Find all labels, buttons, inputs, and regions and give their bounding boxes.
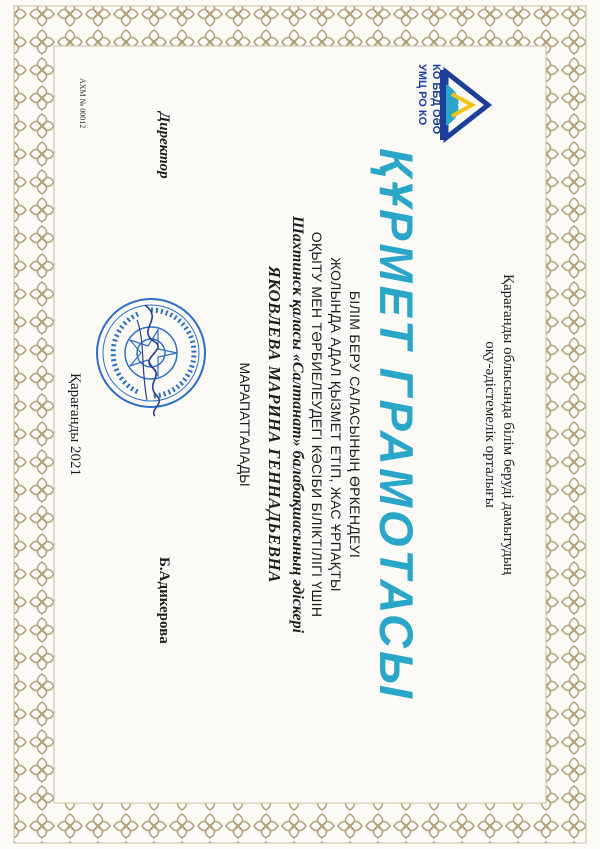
director-label: Директор (156, 112, 172, 179)
director-name: Б.Адикерова (156, 557, 172, 644)
body-line-3: ОҚЫТУ МЕН ТӘРБИЕЛЕУДЕГІ КӘСІБИ БІЛІКТІЛІГІ ҮШІН (309, 231, 325, 618)
certificate-title: ҚҰРМЕТ ГРАМОТАСЫ (370, 148, 423, 701)
workplace-line: Шахтинск қаласы «Салтанат» балабақшасының әдіскері (289, 215, 306, 634)
recipient-name: ЯКОВЛЕВА МАРИНА ГЕННАДЬЕВНА (265, 266, 284, 583)
logo-text-ru: УМЦ РО КО (416, 64, 428, 126)
awarded-word: МАРАПАТТАЛАДЫ (237, 362, 253, 487)
organization-line-2: оқу-әдістемелік орталығы (482, 341, 498, 508)
signature-icon (125, 300, 175, 420)
document-number: АХМ № 00012 (78, 78, 87, 129)
body-line-2: ЖОЛЫНДА АДАЛ ҚЫЗМЕТ ЕТІП, ЖАС ҰРПАҚТЫ (328, 257, 344, 592)
city-year: Қарағанды 2021 (67, 372, 83, 477)
logo-text-kk: КО ББД ОӘО (430, 64, 442, 135)
body-line-1: БІЛІМ БЕРУ САЛАСЫНЫҢ ӨРКЕНДЕУІ (347, 290, 363, 559)
organization-line-1: Қарағанды облысында білім беруді дамытудың (500, 274, 516, 575)
